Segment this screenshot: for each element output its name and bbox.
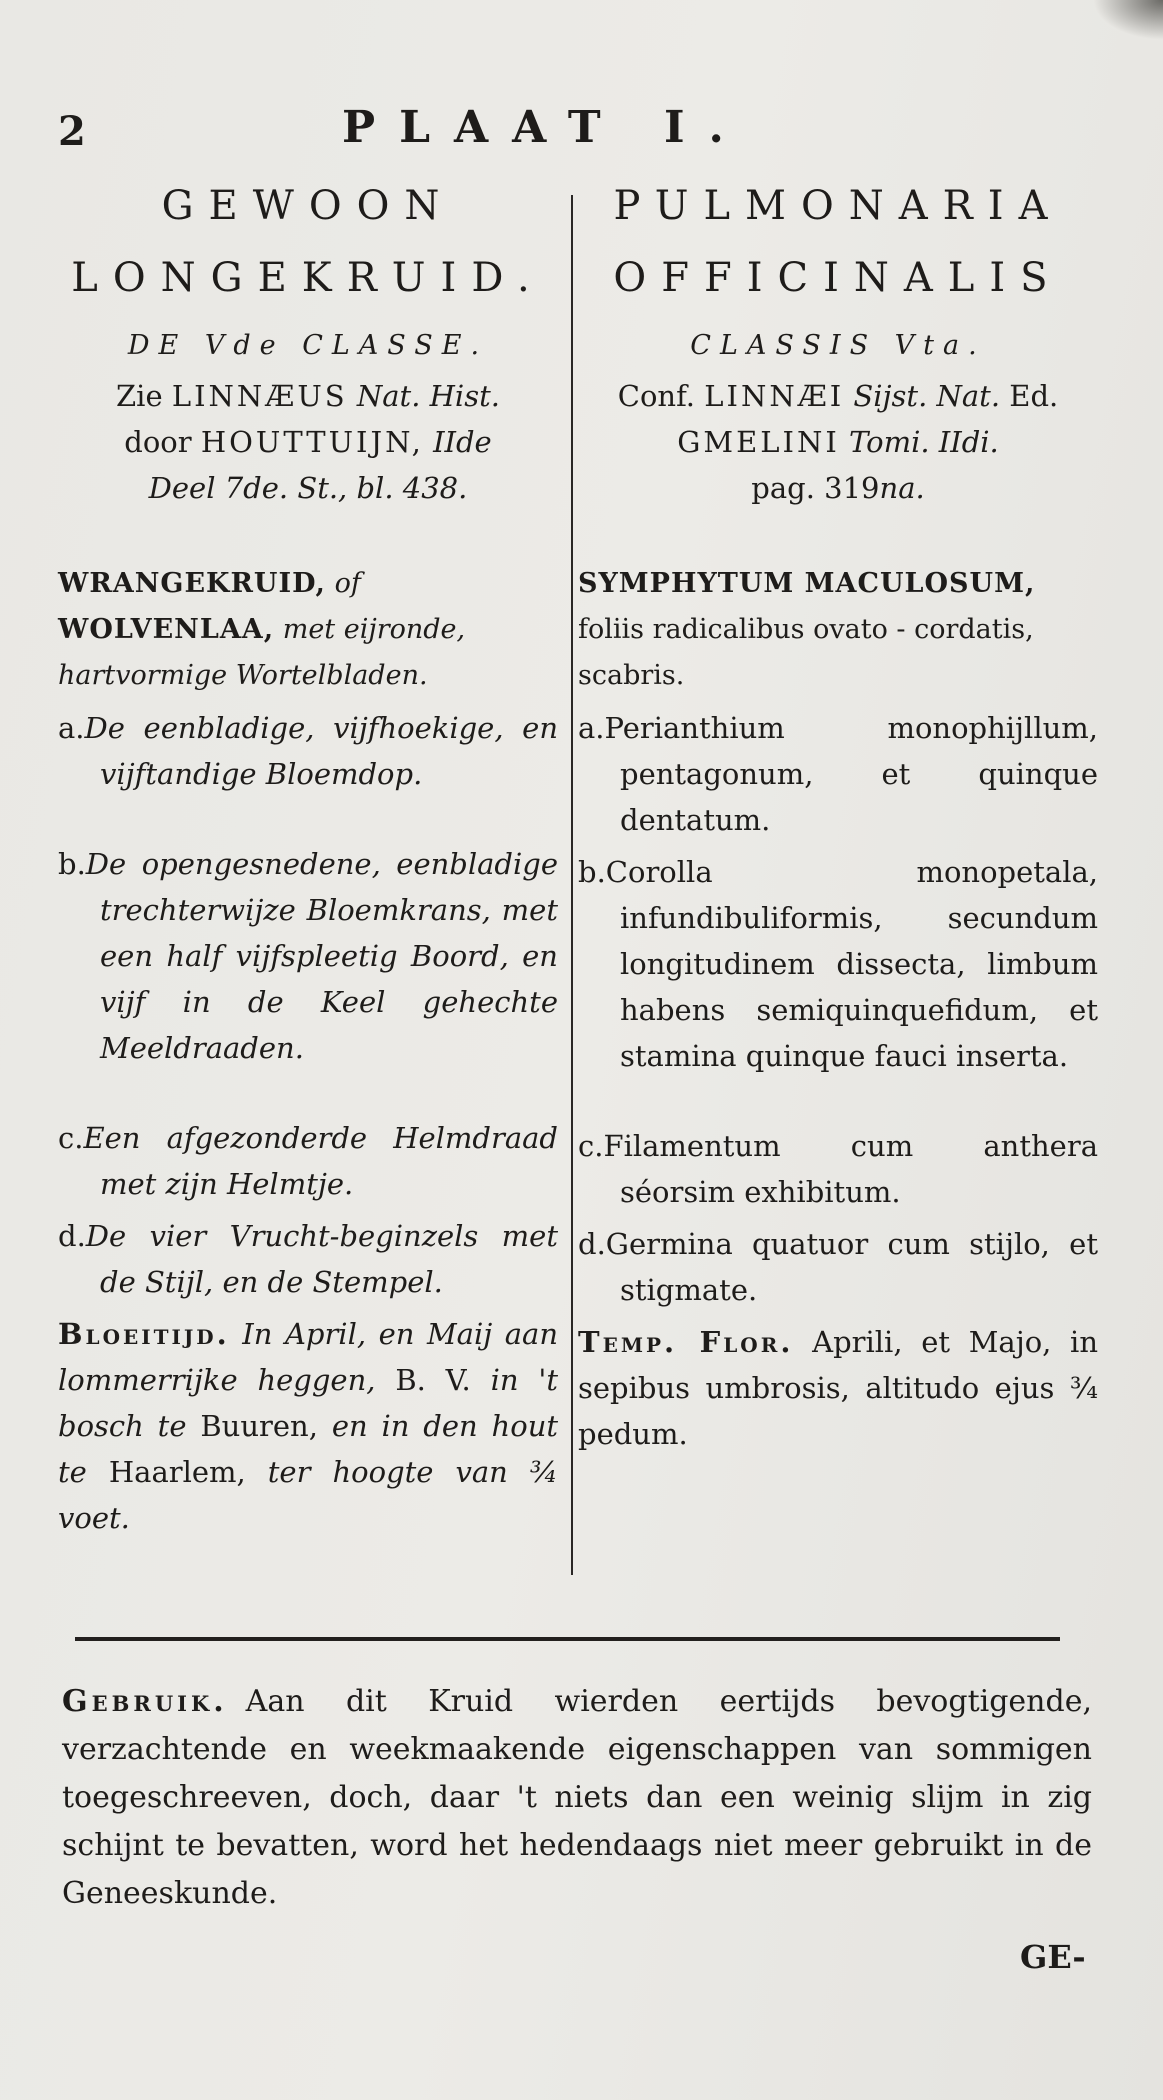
plate-heading: PLAAT I. bbox=[342, 102, 748, 153]
latin-item-d: d.Germina quatuor cum stijlo, et stigmate. bbox=[578, 1227, 1098, 1307]
latin-classis: CLASSIS Vta. bbox=[690, 330, 986, 361]
dutch-classis: DE Vde CLASSE. bbox=[127, 330, 489, 361]
latin-description: SYMPHYTUM MACULOSUM, foliis radicalibus ovato - cordatis, scabris. bbox=[578, 568, 1036, 691]
latin-title-line-2: OFFICINALIS bbox=[613, 255, 1063, 301]
latin-title-line-1: PULMONARIA bbox=[613, 183, 1063, 229]
dutch-item-c: c.Een afgezonderde Helmdraad met zijn Helmtje. bbox=[58, 1121, 558, 1201]
latin-item-a: a.Perianthium monophijllum, pentagonum, et quinque dentatum. bbox=[578, 711, 1098, 837]
page-number: 2 bbox=[58, 108, 86, 155]
dutch-reference: Zie LINNÆUS Nat. Hist. door HOUTTUIJN, IIde Deel 7de. St., bl. 438. bbox=[116, 379, 500, 505]
latin-item-c: c.Filamentum cum anthera séorsim exhibitum. bbox=[578, 1129, 1098, 1209]
column-divider bbox=[571, 195, 573, 1575]
section-rule bbox=[75, 1637, 1060, 1641]
latin-column bbox=[578, 170, 1098, 1457]
dutch-title-line-2: LONGEKRUID. bbox=[71, 255, 545, 301]
latin-reference: Conf. LINNÆI Sijst. Nat. Ed. GMELINI Tomi. IIdi. pag. 319na. bbox=[617, 379, 1059, 505]
dutch-title-line-1: GEWOON bbox=[161, 183, 455, 229]
catchword: GE- bbox=[1020, 1938, 1086, 1976]
dutch-item-b: b.De opengesnedene, eenbladige trechterwijze Bloemkrans, met een half vijfspleetig Boord, en vijf in de Keel gehechte Meeldraaden. bbox=[58, 847, 558, 1065]
usage-paragraph: Gebruik. Aan dit Kruid wierden eertijds bevogtigende, verzachtende en weekmaakende eigenschappen van sommigen toegeschreeven, doch, daar 't niets dan een weinig slijm in zig schijnt te bevatten, word het hedendaags niet meer gebruikt in de Geneeskunde. bbox=[62, 1684, 1092, 1911]
page-corner-shadow bbox=[1093, 0, 1163, 40]
flowering-time-dutch: Bloeitijd. In April, en Maij aan lommerrijke heggen, B. V. in 't bosch te Buuren, en in den hout te Haarlem, ter hoogte van ¾ voet. bbox=[58, 1317, 559, 1535]
dutch-item-a: a.De eenbladige, vijfhoekige, en vijftandige Bloemdop. bbox=[58, 711, 558, 791]
latin-item-b: b.Corolla monopetala, infundibuliformis, secundum longitudinem dissecta, limbum habens semiquinquefidum, et stamina quinque fauci inserta. bbox=[578, 855, 1098, 1073]
dutch-item-d: d.De vier Vrucht-beginzels met de Stijl, en de Stempel. bbox=[58, 1219, 558, 1299]
dutch-description: WRANGEKRUID, of WOLVENLAA, met eijronde, hartvormige Wortelbladen. bbox=[58, 568, 466, 691]
dutch-column bbox=[58, 170, 558, 1541]
flowering-time-latin: Temp. Flor. Aprili, et Majo, in sepibus umbrosis, altitudo ejus ¾ pedum. bbox=[578, 1325, 1098, 1451]
